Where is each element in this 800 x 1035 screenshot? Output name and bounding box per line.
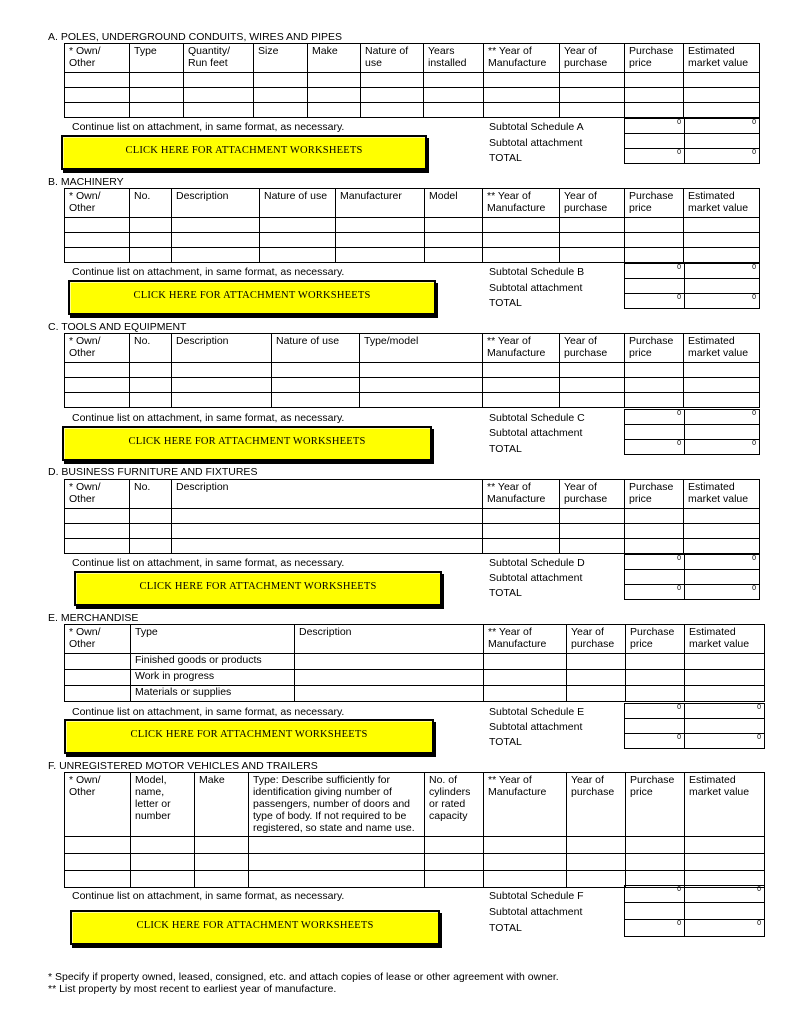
attachment-button-label: CLICK HERE FOR ATTACHMENT WORKSHEETS — [125, 145, 363, 156]
subtotal-value[interactable]: 0 — [625, 555, 685, 570]
col-header: ** Year of Manufacture — [483, 334, 560, 363]
table-row[interactable] — [65, 218, 760, 233]
section-c-title: C. TOOLS AND EQUIPMENT — [48, 321, 187, 333]
table-row[interactable] — [65, 248, 760, 263]
attachment-value[interactable] — [625, 903, 685, 920]
col-header: Make — [308, 44, 361, 73]
attachment-value[interactable] — [685, 425, 760, 440]
col-header: Size — [254, 44, 308, 73]
col-header: Description — [172, 189, 260, 218]
col-header: ** Year of Manufacture — [484, 773, 567, 837]
total-value[interactable]: 0 — [685, 440, 760, 455]
section-b-title: B. MACHINERY — [48, 176, 124, 188]
total-value[interactable]: 0 — [625, 585, 685, 600]
attachment-value[interactable] — [625, 719, 685, 734]
col-header: Make — [195, 773, 249, 837]
subtotal-attachment-label: Subtotal attachment — [489, 427, 583, 439]
col-header: Description — [172, 480, 483, 509]
col-header: Years installed — [424, 44, 484, 73]
attachment-value[interactable] — [625, 279, 685, 294]
subtotal-value[interactable]: 0 — [625, 264, 685, 279]
col-header: Purchase price — [625, 334, 684, 363]
attachment-button-label: CLICK HERE FOR ATTACHMENT WORKSHEETS — [128, 436, 366, 447]
subtotal-value[interactable]: 0 — [685, 119, 760, 134]
attachment-worksheets-button[interactable] — [68, 280, 436, 315]
col-header: Year of purchase — [560, 480, 625, 509]
table-row[interactable] — [65, 363, 760, 378]
section-d-table — [64, 479, 760, 554]
col-header: Purchase price — [626, 625, 685, 654]
total-value[interactable]: 0 — [625, 920, 685, 937]
col-header: Type — [131, 625, 295, 654]
table-row[interactable] — [65, 509, 760, 524]
attachment-value[interactable] — [685, 903, 765, 920]
total-label: TOTAL — [489, 297, 522, 309]
col-header: Nature of use — [260, 189, 336, 218]
col-header: Estimated market value — [684, 44, 760, 73]
attachment-value[interactable] — [685, 570, 760, 585]
section-a-title: A. POLES, UNDERGROUND CONDUITS, WIRES AND PIPES — [48, 31, 343, 43]
subtotal-attachment-label: Subtotal attachment — [489, 572, 583, 584]
col-header: * Own/ Other — [65, 625, 131, 654]
totals-table — [624, 703, 765, 749]
attachment-button-label: CLICK HERE FOR ATTACHMENT WORKSHEETS — [133, 290, 371, 301]
col-header: Year of purchase — [567, 625, 626, 654]
continue-note: Continue list on attachment, in same format, as necessary. — [72, 121, 345, 133]
col-header: Estimated market value — [685, 773, 765, 837]
total-label: TOTAL — [489, 443, 522, 455]
col-header: ** Year of Manufacture — [483, 189, 560, 218]
table-row[interactable] — [65, 524, 760, 539]
col-header: Year of purchase — [560, 334, 625, 363]
col-header: Purchase price — [625, 189, 684, 218]
col-header: Year of purchase — [560, 189, 625, 218]
table-row[interactable] — [65, 837, 765, 854]
table-row[interactable] — [65, 686, 765, 702]
table-row[interactable] — [65, 103, 760, 118]
subtotal-value[interactable]: 0 — [685, 264, 760, 279]
total-label: TOTAL — [489, 736, 522, 748]
subtotal-value[interactable]: 0 — [625, 886, 685, 903]
col-header: Estimated market value — [685, 625, 765, 654]
attachment-value[interactable] — [625, 425, 685, 440]
subtotal-value[interactable]: 0 — [685, 886, 765, 903]
continue-note: Continue list on attachment, in same format, as necessary. — [72, 266, 345, 278]
col-header: No. of cylinders or rated capacity — [425, 773, 484, 837]
col-header: Type — [130, 44, 184, 73]
section-c-table — [64, 333, 760, 408]
col-header: Description — [295, 625, 484, 654]
col-header: * Own/ Other — [65, 334, 130, 363]
subtotal-attachment-label: Subtotal attachment — [489, 721, 583, 733]
total-label: TOTAL — [489, 587, 522, 599]
col-header: Year of purchase — [560, 44, 625, 73]
col-header: * Own/ Other — [65, 480, 130, 509]
subtotal-schedule-label: Subtotal Schedule D — [489, 557, 585, 569]
col-header: Model — [425, 189, 483, 218]
table-row[interactable] — [65, 654, 765, 670]
subtotal-schedule-label: Subtotal Schedule A — [489, 121, 584, 133]
subtotal-attachment-label: Subtotal attachment — [489, 906, 583, 918]
col-header: Year of purchase — [567, 773, 626, 837]
attachment-worksheets-button[interactable] — [70, 910, 440, 945]
table-row[interactable] — [65, 73, 760, 88]
col-header: Model, name, letter or number — [131, 773, 195, 837]
continue-note: Continue list on attachment, in same format, as necessary. — [72, 412, 345, 424]
table-row[interactable] — [65, 670, 765, 686]
totals-table — [624, 554, 760, 600]
col-header: Estimated market value — [684, 480, 760, 509]
attachment-worksheets-button[interactable] — [61, 135, 427, 170]
subtotal-schedule-label: Subtotal Schedule C — [489, 412, 585, 424]
subtotal-value[interactable]: 0 — [685, 704, 765, 719]
table-row[interactable] — [65, 854, 765, 871]
subtotal-value[interactable]: 0 — [625, 704, 685, 719]
col-header: ** Year of Manufacture — [484, 44, 560, 73]
attachment-worksheets-button[interactable] — [62, 426, 432, 461]
attachment-button-label: CLICK HERE FOR ATTACHMENT WORKSHEETS — [139, 581, 377, 592]
col-header: Type: Describe sufficiently for identification giving number of passengers, number of doors and type of body. If not required to be registered, so state and name use. — [249, 773, 425, 837]
col-header: No. — [130, 189, 172, 218]
subtotal-schedule-label: Subtotal Schedule F — [489, 890, 584, 902]
section-e-title: E. MERCHANDISE — [48, 612, 139, 624]
totals-table — [624, 118, 760, 164]
section-a-table — [64, 43, 760, 118]
total-label: TOTAL — [489, 152, 522, 164]
attachment-worksheets-button[interactable] — [64, 719, 434, 754]
col-header: ** Year of Manufacture — [483, 480, 560, 509]
total-value[interactable]: 0 — [625, 734, 685, 749]
col-header: No. — [130, 334, 172, 363]
col-header: * Own/ Other — [65, 773, 131, 837]
merchandise-type: Finished goods or products — [131, 654, 295, 670]
table-row[interactable] — [65, 378, 760, 393]
section-f-table — [64, 772, 765, 888]
subtotal-value[interactable]: 0 — [625, 410, 685, 425]
continue-note: Continue list on attachment, in same format, as necessary. — [72, 890, 345, 902]
section-d-title: D. BUSINESS FURNITURE AND FIXTURES — [48, 466, 258, 478]
col-header: Description — [172, 334, 272, 363]
col-header: ** Year of Manufacture — [484, 625, 567, 654]
col-header: Nature of use — [361, 44, 424, 73]
total-value[interactable]: 0 — [685, 920, 765, 937]
total-value[interactable]: 0 — [685, 149, 760, 164]
col-header: Nature of use — [272, 334, 360, 363]
continue-note: Continue list on attachment, in same format, as necessary. — [72, 557, 345, 569]
total-value[interactable]: 0 — [685, 734, 765, 749]
total-value[interactable]: 0 — [685, 294, 760, 309]
total-label: TOTAL — [489, 922, 522, 934]
subtotal-schedule-label: Subtotal Schedule B — [489, 266, 585, 278]
attachment-button-label: CLICK HERE FOR ATTACHMENT WORKSHEETS — [136, 920, 374, 931]
col-header: Type/model — [360, 334, 483, 363]
attachment-worksheets-button[interactable] — [74, 571, 442, 606]
attachment-value[interactable] — [625, 134, 685, 149]
col-header: No. — [130, 480, 172, 509]
col-header: Purchase price — [625, 480, 684, 509]
total-value[interactable]: 0 — [685, 585, 760, 600]
attachment-value[interactable] — [685, 279, 760, 294]
col-header: * Own/ Other — [65, 44, 130, 73]
subtotal-value[interactable]: 0 — [685, 410, 760, 425]
totals-table — [624, 263, 760, 309]
table-row[interactable] — [65, 233, 760, 248]
col-header: Estimated market value — [684, 334, 760, 363]
totals-table — [624, 409, 760, 455]
section-b-table — [64, 188, 760, 263]
total-value[interactable]: 0 — [625, 294, 685, 309]
col-header: Purchase price — [626, 773, 685, 837]
total-value[interactable]: 0 — [625, 440, 685, 455]
table-row[interactable] — [65, 539, 760, 554]
col-header: Quantity/ Run feet — [184, 44, 254, 73]
section-e-table — [64, 624, 765, 702]
attachment-value[interactable] — [685, 134, 760, 149]
footnote-ownership: * Specify if property owned, leased, consigned, etc. and attach copies of lease or other agreement with owner. — [48, 971, 559, 983]
col-header: Manufacturer — [336, 189, 425, 218]
section-f-title: F. UNREGISTERED MOTOR VEHICLES AND TRAILERS — [48, 760, 318, 772]
continue-note: Continue list on attachment, in same format, as necessary. — [72, 706, 345, 718]
attachment-value[interactable] — [625, 570, 685, 585]
attachment-button-label: CLICK HERE FOR ATTACHMENT WORKSHEETS — [130, 729, 368, 740]
col-header: Estimated market value — [684, 189, 760, 218]
subtotal-attachment-label: Subtotal attachment — [489, 282, 583, 294]
totals-table — [624, 885, 765, 937]
col-header: Purchase price — [625, 44, 684, 73]
attachment-value[interactable] — [685, 719, 765, 734]
subtotal-value[interactable]: 0 — [685, 555, 760, 570]
col-header: * Own/ Other — [65, 189, 130, 218]
merchandise-type: Work in progress — [131, 670, 295, 686]
total-value[interactable]: 0 — [625, 149, 685, 164]
table-row[interactable] — [65, 88, 760, 103]
subtotal-attachment-label: Subtotal attachment — [489, 137, 583, 149]
footnote-year-order: ** List property by most recent to earliest year of manufacture. — [48, 983, 337, 995]
merchandise-type: Materials or supplies — [131, 686, 295, 702]
subtotal-schedule-label: Subtotal Schedule E — [489, 706, 585, 718]
table-row[interactable] — [65, 393, 760, 408]
subtotal-value[interactable]: 0 — [625, 119, 685, 134]
